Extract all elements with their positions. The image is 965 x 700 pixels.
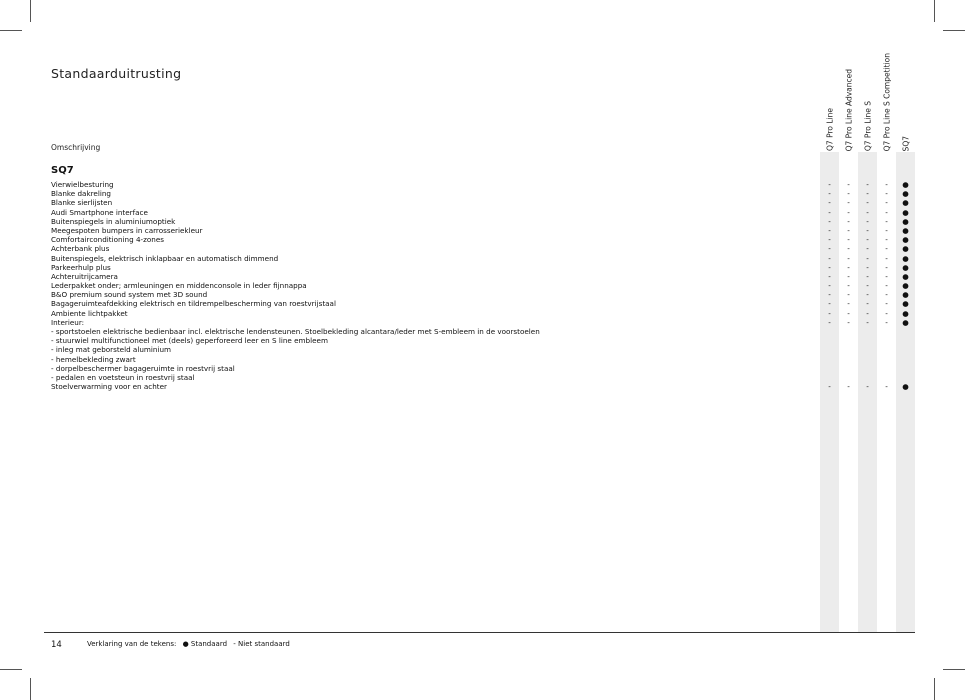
not-standard-marker: - [847, 253, 850, 263]
table-row [51, 327, 915, 336]
not-standard-marker: - [866, 308, 869, 318]
column-header-label: Q7 Pro Line S Competition [882, 52, 891, 151]
equipment-table [51, 180, 915, 391]
row-label: Comfortairconditioning 4-zones [51, 235, 165, 245]
row-label: Meegespoten bumpers in carrosseriekleur [51, 225, 203, 235]
legend-standard: ● Standaard [182, 640, 228, 648]
not-standard-marker: - [885, 189, 888, 199]
standard-marker: ● [902, 281, 909, 291]
not-standard-marker: - [885, 262, 888, 272]
standard-marker: ● [902, 382, 909, 392]
not-standard-marker: - [885, 308, 888, 318]
section-title: SQ7 [51, 165, 74, 176]
row-label: Audi Smartphone interface [51, 207, 148, 217]
row-label: Vierwielbesturing [51, 180, 114, 189]
row-label: - pedalen en voetsteun in roestvrij staal [51, 372, 195, 382]
not-standard-marker: - [828, 225, 831, 235]
column-header-label: Q7 Pro Line [825, 108, 834, 151]
not-standard-marker: - [885, 299, 888, 309]
crop-mark [943, 669, 965, 670]
standard-marker: ● [902, 290, 909, 300]
not-standard-marker: - [885, 253, 888, 263]
not-standard-marker: - [847, 262, 850, 272]
table-row [51, 254, 915, 263]
column-header [896, 11, 915, 151]
row-label: Bagageruimteafdekking elektrisch en tildrempelbescherming van roestvrijstaal [51, 299, 336, 309]
column-header [839, 11, 858, 151]
not-standard-marker: - [828, 317, 831, 327]
table-row [51, 198, 915, 207]
not-standard-marker: - [885, 244, 888, 254]
standard-marker: ● [902, 216, 909, 226]
column-header-label: Q7 Pro Line S [863, 100, 872, 151]
table-row [51, 208, 915, 217]
legend-intro: Verklaring van de tekens: [87, 640, 177, 648]
row-label: - dorpelbeschermer bagageruimte in roestvrij staal [51, 363, 235, 373]
standard-marker: ● [902, 244, 909, 254]
standard-marker: ● [902, 198, 909, 208]
standard-marker: ● [902, 299, 909, 309]
table-row [51, 180, 915, 189]
not-standard-marker: - [847, 207, 850, 217]
not-standard-marker: - [885, 290, 888, 300]
standard-marker: ● [902, 235, 909, 245]
not-standard-marker: - [885, 235, 888, 245]
row-label: Achterbank plus [51, 244, 110, 254]
row-label: Buitenspiegels in aluminiumoptiek [51, 216, 176, 226]
row-label: Lederpakket onder; armleuningen en middenconsole in leder fijnnappa [51, 281, 307, 291]
page-number: 14 [51, 640, 62, 650]
standard-marker: ● [902, 180, 909, 189]
not-standard-marker: - [885, 271, 888, 281]
row-label: Ambiente lichtpakket [51, 308, 128, 318]
not-standard-marker: - [828, 299, 831, 309]
row-label: - stuurwiel multifunctioneel met (deels) geperforeerd leer en S line embleem [51, 336, 328, 346]
table-row [51, 235, 915, 244]
not-standard-marker: - [828, 244, 831, 254]
crop-mark [934, 678, 935, 700]
not-standard-marker: - [866, 198, 869, 208]
not-standard-marker: - [847, 271, 850, 281]
not-standard-marker: - [885, 225, 888, 235]
not-standard-marker: - [866, 180, 869, 189]
row-label: - sportstoelen elektrische bedienbaar incl. elektrische lendensteunen. Stoelbekleding alcantara/leder met S-embleem in de voorstoelen [51, 327, 540, 336]
not-standard-marker: - [847, 216, 850, 226]
not-standard-marker: - [866, 235, 869, 245]
not-standard-marker: - [866, 382, 869, 392]
not-standard-marker: - [847, 281, 850, 291]
table-row [51, 244, 915, 253]
not-standard-marker: - [847, 244, 850, 254]
not-standard-marker: - [885, 216, 888, 226]
not-standard-marker: - [847, 198, 850, 208]
not-standard-marker: - [828, 271, 831, 281]
table-row [51, 364, 915, 373]
crop-mark [943, 30, 965, 31]
column-header-label: Q7 Pro Line Advanced [844, 68, 853, 151]
crop-mark [0, 30, 22, 31]
table-row [51, 373, 915, 382]
column-header [820, 11, 839, 151]
row-label: Interieur: [51, 317, 85, 327]
row-label: Buitenspiegels, elektrisch inklapbaar en automatisch dimmend [51, 253, 279, 263]
standard-marker: ● [902, 253, 909, 263]
table-row [51, 355, 915, 364]
column-header-label: SQ7 [901, 135, 910, 151]
not-standard-marker: - [828, 290, 831, 300]
not-standard-marker: - [828, 253, 831, 263]
standard-marker: ● [902, 317, 909, 327]
not-standard-marker: - [828, 180, 831, 189]
not-standard-marker: - [847, 180, 850, 189]
table-row [51, 217, 915, 226]
row-label: - inleg mat geborsteld aluminium [51, 345, 171, 355]
table-row [51, 189, 915, 198]
footer-divider [44, 632, 915, 633]
not-standard-marker: - [847, 189, 850, 199]
not-standard-marker: - [866, 262, 869, 272]
legend [87, 640, 294, 648]
not-standard-marker: - [828, 189, 831, 199]
table-row [51, 382, 915, 391]
not-standard-marker: - [866, 216, 869, 226]
table-row [51, 336, 915, 345]
not-standard-marker: - [828, 207, 831, 217]
not-standard-marker: - [866, 317, 869, 327]
row-label: Parkeerhulp plus [51, 262, 111, 272]
table-row [51, 345, 915, 354]
not-standard-marker: - [828, 216, 831, 226]
crop-mark [30, 678, 31, 700]
not-standard-marker: - [885, 317, 888, 327]
table-row [51, 318, 915, 327]
not-standard-marker: - [885, 207, 888, 217]
crop-mark [30, 0, 31, 22]
not-standard-marker: - [828, 382, 831, 392]
standard-marker: ● [902, 189, 909, 199]
column-header [858, 11, 877, 151]
not-standard-marker: - [847, 317, 850, 327]
not-standard-marker: - [847, 235, 850, 245]
standard-marker: ● [902, 225, 909, 235]
not-standard-marker: - [828, 198, 831, 208]
not-standard-marker: - [885, 198, 888, 208]
row-label: Stoelverwarming voor en achter [51, 382, 167, 392]
description-header: Omschrijving [51, 143, 101, 152]
not-standard-marker: - [866, 207, 869, 217]
row-label: - hemelbekleding zwart [51, 354, 136, 364]
not-standard-marker: - [866, 244, 869, 254]
standard-marker: ● [902, 308, 909, 318]
not-standard-marker: - [885, 382, 888, 392]
not-standard-marker: - [847, 225, 850, 235]
page-title: Standaarduitrusting [51, 66, 182, 81]
not-standard-marker: - [828, 235, 831, 245]
not-standard-marker: - [866, 290, 869, 300]
table-row [51, 226, 915, 235]
not-standard-marker: - [847, 382, 850, 392]
row-label: Achteruitrijcamera [51, 271, 118, 281]
not-standard-marker: - [866, 281, 869, 291]
not-standard-marker: - [866, 253, 869, 263]
standard-marker: ● [902, 262, 909, 272]
table-row [51, 272, 915, 281]
not-standard-marker: - [885, 180, 888, 189]
not-standard-marker: - [885, 281, 888, 291]
not-standard-marker: - [847, 308, 850, 318]
not-standard-marker: - [828, 281, 831, 291]
not-standard-marker: - [866, 299, 869, 309]
column-header [877, 11, 896, 151]
table-row [51, 309, 915, 318]
legend-not-standard: - Niet standaard [233, 640, 290, 648]
row-label: Blanke sierlijsten [51, 198, 113, 208]
table-row [51, 263, 915, 272]
standard-marker: ● [902, 271, 909, 281]
crop-mark [934, 0, 935, 22]
not-standard-marker: - [866, 225, 869, 235]
not-standard-marker: - [866, 271, 869, 281]
row-label: Blanke dakreling [51, 189, 111, 199]
not-standard-marker: - [847, 290, 850, 300]
row-label: B&O premium sound system met 3D sound [51, 290, 208, 300]
table-row [51, 290, 915, 299]
standard-marker: ● [902, 207, 909, 217]
not-standard-marker: - [847, 299, 850, 309]
not-standard-marker: - [828, 308, 831, 318]
table-row [51, 299, 915, 308]
table-row [51, 281, 915, 290]
not-standard-marker: - [828, 262, 831, 272]
not-standard-marker: - [866, 189, 869, 199]
crop-mark [0, 669, 22, 670]
